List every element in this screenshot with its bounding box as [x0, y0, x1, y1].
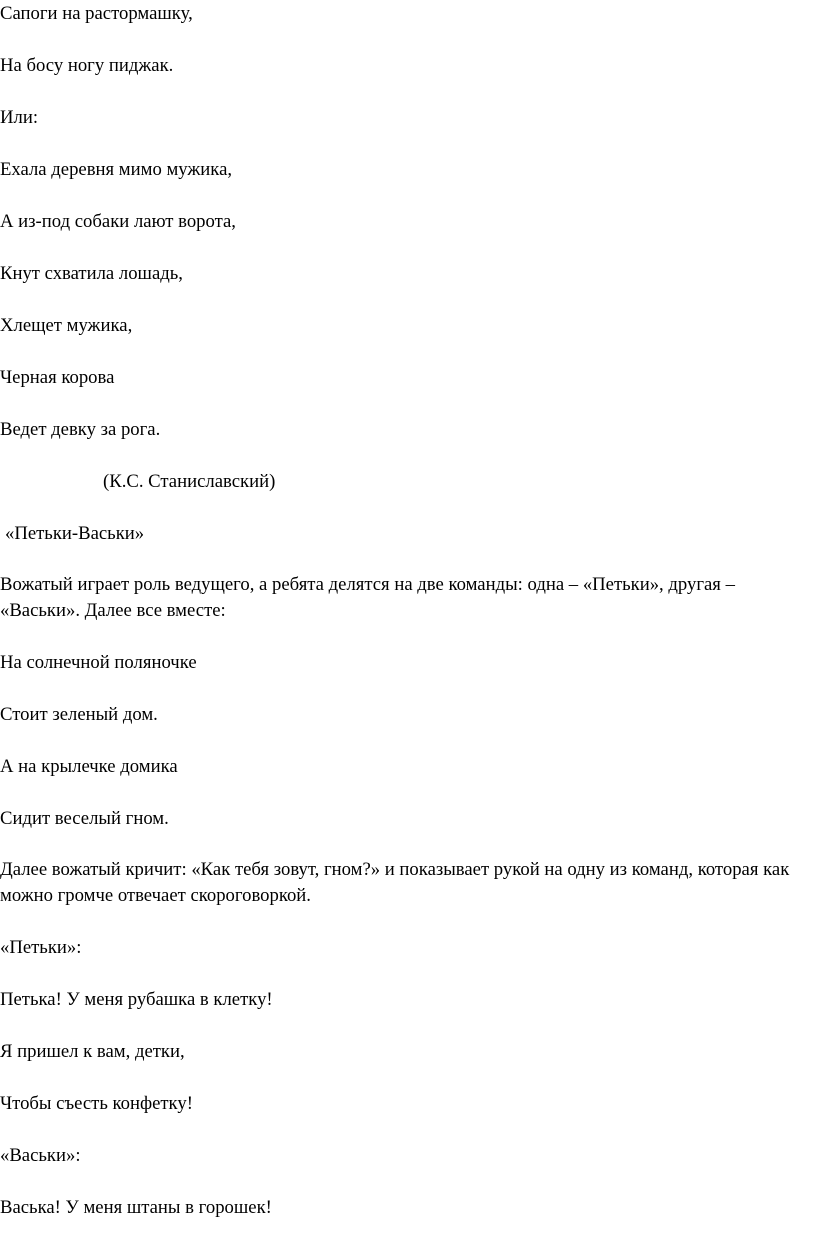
petki-line: Чтобы съесть конфетку! [0, 1093, 193, 1114]
text-line: Ехала деревня мимо мужика, [0, 159, 233, 180]
text-line: А из-под собаки лают ворота, [0, 211, 236, 232]
game-title: «Петьки-Васьки» [5, 523, 145, 544]
text-line: Или: [0, 107, 39, 128]
petki-line: Петька! У меня рубашка в клетку! [0, 989, 273, 1010]
petki-label: «Петьки»: [0, 937, 82, 958]
verse-line: А на крылечке домика [0, 756, 178, 777]
text-line: Хлещет мужика, [0, 315, 133, 336]
attribution: (К.С. Станиславский) [103, 471, 276, 492]
instruction-paragraph: Далее вожатый кричит: «Как тебя зовут, гном?» и показывает рукой на одну из команд, которая как можно громче отвечает скороговоркой. [0, 859, 790, 906]
verse-line: На солнечной поляночке [0, 652, 197, 673]
vaski-label: «Васьки»: [0, 1145, 81, 1166]
vaski-line: Васька! У меня штаны в горошек! [0, 1197, 272, 1218]
text-line: Черная корова [0, 367, 115, 388]
text-line: Кнут схватила лошадь, [0, 263, 183, 284]
verse-line: Стоит зеленый дом. [0, 704, 158, 725]
text-line: Сапоги на растормашку, [0, 3, 193, 24]
verse-line: Сидит веселый гном. [0, 808, 169, 829]
intro-paragraph: Вожатый играет роль ведущего, а ребята делятся на две команды: одна – «Петьки», другая – «Васьки». Далее все вместе: [0, 574, 735, 621]
text-line: Ведет девку за рога. [0, 419, 161, 440]
petki-line: Я пришел к вам, детки, [0, 1041, 185, 1062]
text-line: На босу ногу пиджак. [0, 55, 174, 76]
